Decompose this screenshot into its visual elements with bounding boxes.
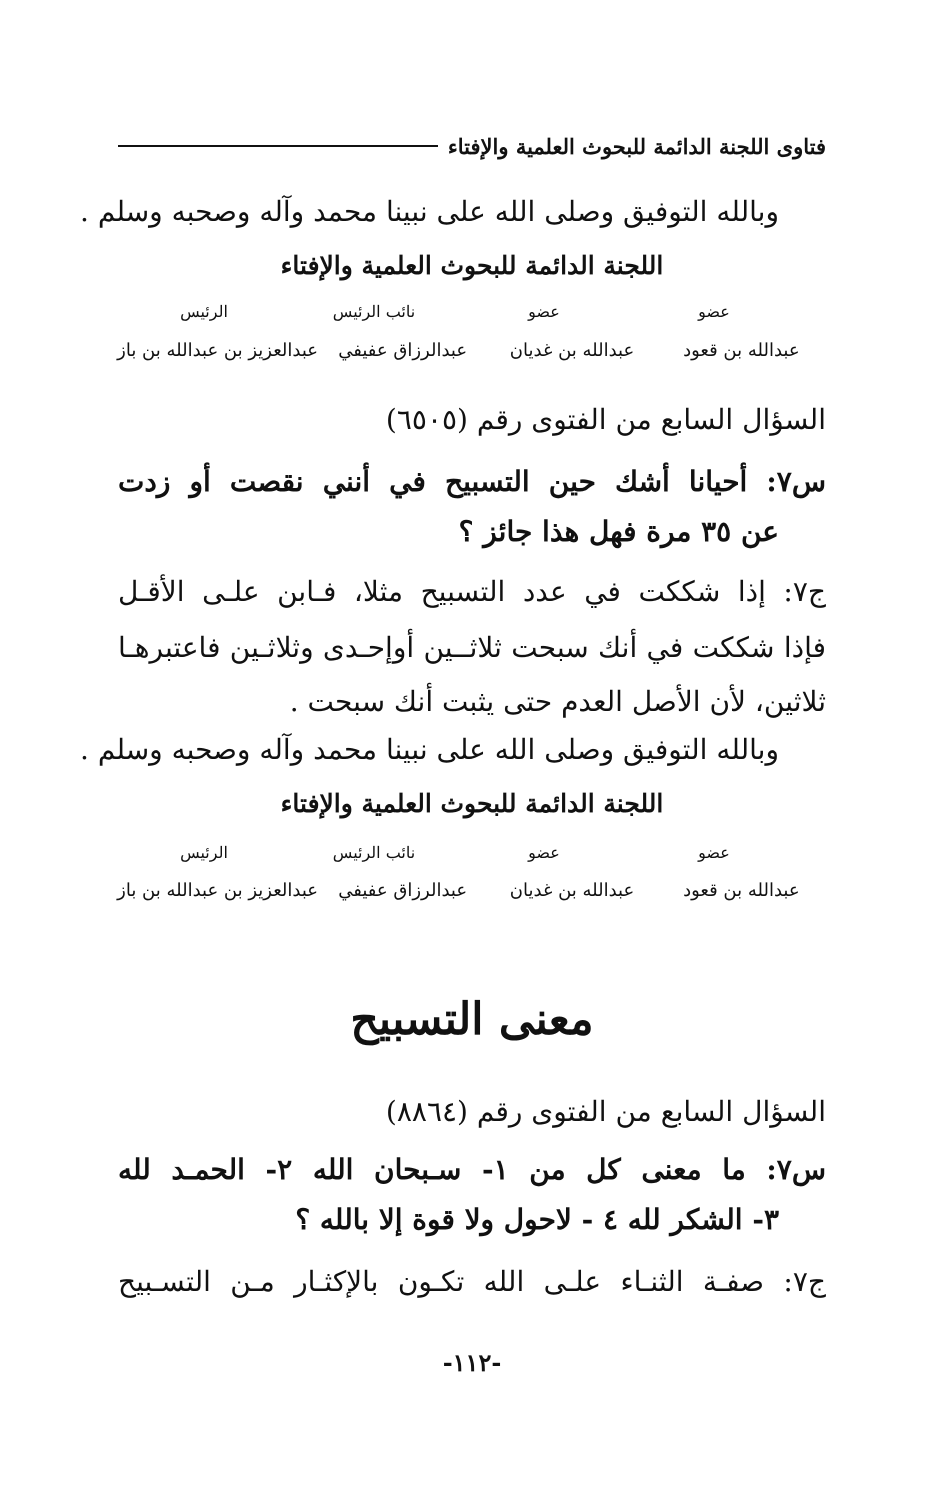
role-president: الرئيس xyxy=(180,302,228,321)
role-member-2: عضو xyxy=(528,843,560,862)
answer-line: ثلاثين، لأن الأصل العدم حتى يثبت أنك سبحت . xyxy=(289,685,826,718)
signer-name: عبدالرزاق عفيفي xyxy=(338,880,468,901)
answer-line: فإذا شككت في أنك سبحت ثلاثــين أوإحـدى وثلاثـين فاعتبرهـا xyxy=(118,631,826,664)
signature-names-2 xyxy=(118,880,826,901)
running-header xyxy=(118,128,826,164)
role-president: الرئيس xyxy=(180,843,228,862)
role-member-1: عضو xyxy=(698,843,730,862)
answer-line: ج٧: صفـة الثنـاء علـى الله تكـون بالإكثـار مـن التسـبيح xyxy=(118,1265,826,1298)
signature-roles-1 xyxy=(119,302,799,321)
fatwa-intro-2: السؤال السابع من الفتوى رقم (٨٨٦٤) xyxy=(385,1095,826,1128)
header-rule xyxy=(118,145,438,147)
role-member-1: عضو xyxy=(698,302,730,321)
header-title: فتاوى اللجنة الدائمة للبحوث العلمية والإفتاء xyxy=(447,133,826,159)
role-vice-president: نائب الرئيس xyxy=(332,843,416,862)
fatwa-intro-1: السؤال السابع من الفتوى رقم (٦٥٠٥) xyxy=(385,403,826,436)
role-vice-president: نائب الرئيس xyxy=(332,302,416,321)
question-line: عن ٣٥ مرة فهل هذا جائز ؟ xyxy=(458,515,779,548)
committee-name-1: اللجنة الدائمة للبحوث العلمية والإفتاء xyxy=(280,251,664,280)
signature-names-1 xyxy=(118,340,826,361)
committee-name-2: اللجنة الدائمة للبحوث العلمية والإفتاء xyxy=(280,789,664,818)
page-number: -١١٢- xyxy=(442,1348,502,1377)
closing-text-2: وبالله التوفيق وصلى الله على نبينا محمد وآله وصحبه وسلم . xyxy=(80,733,779,766)
signer-name: عبدالرزاق عفيفي xyxy=(338,340,468,361)
signer-name: عبدالله بن قعود xyxy=(683,340,800,361)
signer-name: عبدالله بن غديان xyxy=(509,340,635,361)
signer-name: عبدالله بن غديان xyxy=(509,880,635,901)
closing-text-1: وبالله التوفيق وصلى الله على نبينا محمد وآله وصحبه وسلم . xyxy=(80,195,779,228)
signer-name: عبدالعزيز بن عبدالله بن باز xyxy=(117,340,319,361)
signature-roles-2 xyxy=(119,843,799,862)
question-line: س٧: ما معنى كل من ١- سـبحان الله ٢- الحمـد لله xyxy=(118,1153,826,1186)
signer-name: عبدالعزيز بن عبدالله بن باز xyxy=(117,880,319,901)
role-member-2: عضو xyxy=(528,302,560,321)
answer-line: ج٧: إذا شككت في عدد التسبيح مثلا، فـابن علـى الأقـل xyxy=(118,575,826,608)
signer-name: عبدالله بن قعود xyxy=(683,880,800,901)
question-line: ٣- الشكر لله ٤ - لاحول ولا قوة إلا بالله ؟ xyxy=(295,1203,779,1236)
section-heading: معنى التسبيح xyxy=(350,994,594,1045)
question-line: س٧: أحيانا أشك حين التسبيح في أنني نقصت أو زدت xyxy=(118,465,826,498)
